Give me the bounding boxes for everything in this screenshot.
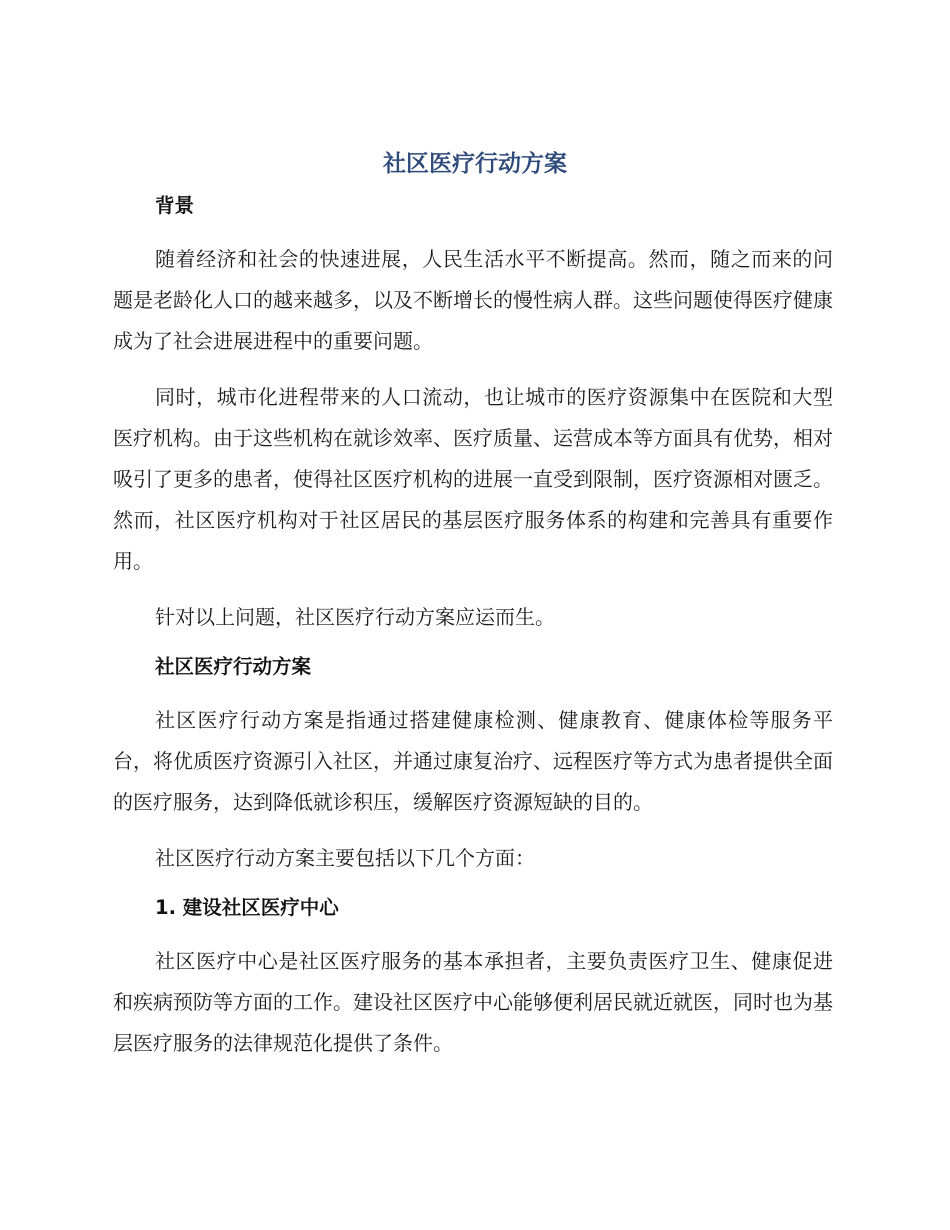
paragraph: 社区医疗行动方案主要包括以下几个方面： <box>155 846 535 870</box>
paragraph: 同时，城市化进程带来的人口流动，也让城市的医疗资源集中在医院和大型医疗机构。由于这些机构在就诊效率、医疗质量、运营成本等方面具有优势，相对吸引了更多的患者，使得社区医疗机构的进展一直受到限制，医疗资源相对匮乏。然而，社区医疗机构对于社区居民的基层医疗服务体系的构建和完善具有重要作用。 <box>113 385 833 573</box>
section-heading-center: 1. 建设社区医疗中心 <box>155 896 339 919</box>
paragraph: 随着经济和社会的快速进展，人民生活水平不断提高。然而，随之而来的问题是老龄化人口的越来越多，以及不断增长的慢性病人群。这些问题使得医疗健康成为了社会进展进程中的重要问题。 <box>113 247 833 353</box>
paragraph: 针对以上问题，社区医疗行动方案应运而生。 <box>155 605 555 629</box>
paragraph: 社区医疗中心是社区医疗服务的基本承担者，主要负责医疗卫生、健康促进和疾病预防等方面的工作。建设社区医疗中心能够便利居民就近就医，同时也为基层医疗服务的法律规范化提供了条件。 <box>113 949 833 1055</box>
section-heading-background: 背景 <box>155 194 195 217</box>
section-heading-plan: 社区医疗行动方案 <box>155 655 312 678</box>
document-title: 社区医疗行动方案 <box>383 151 567 177</box>
paragraph: 社区医疗行动方案是指通过搭建健康检测、健康教育、健康体检等服务平台，将优质医疗资源引入社区，并通过康复治疗、远程医疗等方式为患者提供全面的医疗服务，达到降低就诊积压，缓解医疗资源短缺的目的。 <box>113 708 833 814</box>
document-body <box>113 190 833 1064</box>
